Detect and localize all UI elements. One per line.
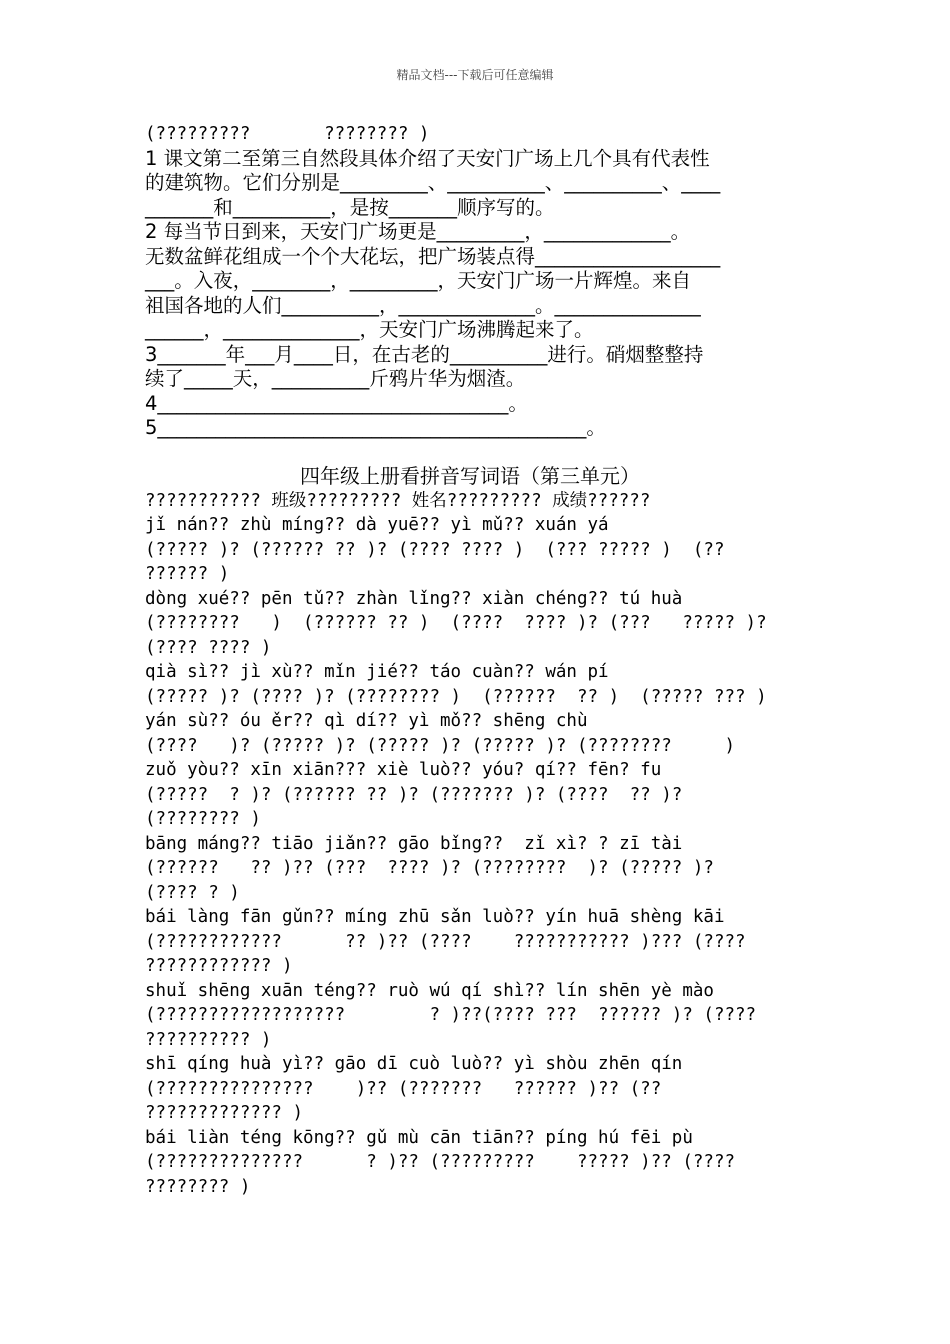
- pinyin-exercise-line: (???????????? ?? )?? (???? ??????????? )??? (????: [145, 931, 746, 952]
- pinyin-exercise-line: (??????????????? )?? (??????? ?????? )?? (??: [145, 1078, 662, 1099]
- question-line: 续了_____天，__________斤鸦片华为烟渣。: [145, 367, 526, 390]
- pinyin-exercise-line: yán sù?? óu ěr?? qì dí?? yì mǒ?? shēng chù: [145, 711, 588, 731]
- question-line: 3_______年___月____日，在古老的__________进行。硝烟整整持: [145, 342, 704, 366]
- worksheet-title: 四年级上册看拼音写词语（第三单元）: [300, 463, 640, 488]
- question-line: 4____________________________________。: [145, 391, 528, 415]
- pinyin-exercise-line: bái làng fān gǔn?? míng zhū sǎn luò?? yín huā shèng kāi: [145, 907, 725, 927]
- pinyin-exercise-line: zuǒ yòu?? xīn xiān??? xiè luò?? yóu? qí?? fēn? fu: [145, 760, 662, 780]
- pinyin-exercise-line: ???????????? ): [145, 956, 293, 976]
- pinyin-exercise-line: (????? )? (?????? ?? )? (???? ???? ) (??? ????? ) (??: [145, 539, 725, 560]
- pinyin-exercise-line: qià sì?? jì xù?? mǐn jié?? táo cuàn?? wán pí: [145, 662, 609, 682]
- student-info-line: ??????????? 班级????????? 姓名????????? 成绩??????: [145, 490, 651, 511]
- question-line: ___。入夜，________，_________，天安门广场一片辉煌。来自: [145, 269, 692, 292]
- pinyin-exercise-line: ?????????? ): [145, 1029, 272, 1050]
- pinyin-exercise-line: shī qíng huà yì?? gāo dī cuò luò?? yì shòu zhēn qín: [145, 1054, 683, 1074]
- pinyin-exercise-line: (???? ???? ): [145, 637, 272, 658]
- pinyin-exercise-line: (?????????????? ? )?? (????????? ????? )?? (????: [145, 1152, 736, 1172]
- answer-placeholder-line: (????????? ???????? ): [145, 124, 430, 144]
- pinyin-exercise-section: [145, 513, 815, 1199]
- pinyin-exercise-line: (???? ? ): [145, 882, 240, 903]
- pinyin-exercise-line: (???? )? (????? )? (????? )? (????? )? (???????? ): [145, 735, 736, 756]
- question-line: 祖国各地的人们__________，______________。_______________: [145, 293, 701, 317]
- pinyin-exercise-line: (?????? ?? )?? (??? ???? )? (???????? )? (????? )?: [145, 858, 714, 878]
- question-line: 无数盆鲜花组成一个个大花坛，把广场装点得___________________: [145, 244, 721, 268]
- pinyin-exercise-line: (????? )? (???? )? (???????? ) (?????? ?? ) (????? ??? ): [145, 686, 767, 707]
- pinyin-exercise-line: bāng máng?? tiāo jiǎn?? gāo bǐng?? zǐ xì? ? zī tài: [145, 833, 683, 854]
- pinyin-exercise-line: bái liàn téng kōng?? gǔ mù cān tiān?? píng hú fēi pù: [145, 1127, 693, 1148]
- pinyin-exercise-line: dòng xué?? pēn tǔ?? zhàn lǐng?? xiàn chéng?? tú huà: [145, 588, 683, 609]
- pinyin-exercise-line: (???????? ): [145, 809, 261, 829]
- pinyin-exercise-line: ???????? ): [145, 1176, 251, 1197]
- question-line: 2 每当节日到来，天安门广场更是_________，_____________。: [145, 220, 691, 243]
- pinyin-exercise-line: jǐ nán?? zhù míng?? dà yuē?? yì mǔ?? xuán yá: [145, 515, 609, 535]
- pinyin-exercise-line: (?????????????????? ? )??(???? ??? ?????? )? (????: [145, 1005, 757, 1025]
- question-line: _______和__________，是按_______顺序写的。: [145, 195, 555, 219]
- question-line: 5____________________________________________。: [145, 416, 606, 439]
- question-line: 1 课文第二至第三自然段具体介绍了天安门广场上几个具有代表性: [145, 146, 710, 170]
- document-content: [145, 122, 815, 1199]
- question-line: 的建筑物。它们分别是_________、__________、__________、____: [145, 171, 721, 194]
- pinyin-exercise-line: (????? ? )? (?????? ?? )? (??????? )? (???? ?? )?: [145, 784, 683, 805]
- section-gap: [145, 441, 815, 463]
- pinyin-exercise-line: (???????? ) (?????? ?? ) (???? ???? )? (??? ????? )?: [145, 613, 767, 633]
- question-line: ______，______________，天安门广场沸腾起来了。: [145, 318, 594, 341]
- page-header: 精品文档---下载后可任意编辑: [396, 68, 554, 82]
- pinyin-exercise-line: ?????? ): [145, 564, 230, 584]
- pinyin-exercise-line: ????????????? ): [145, 1103, 304, 1123]
- pinyin-exercise-line: shuǐ shēng xuān téng?? ruò wú qí shì?? lín shēn yè mào: [145, 980, 714, 1001]
- fill-in-blank-section: [145, 122, 815, 441]
